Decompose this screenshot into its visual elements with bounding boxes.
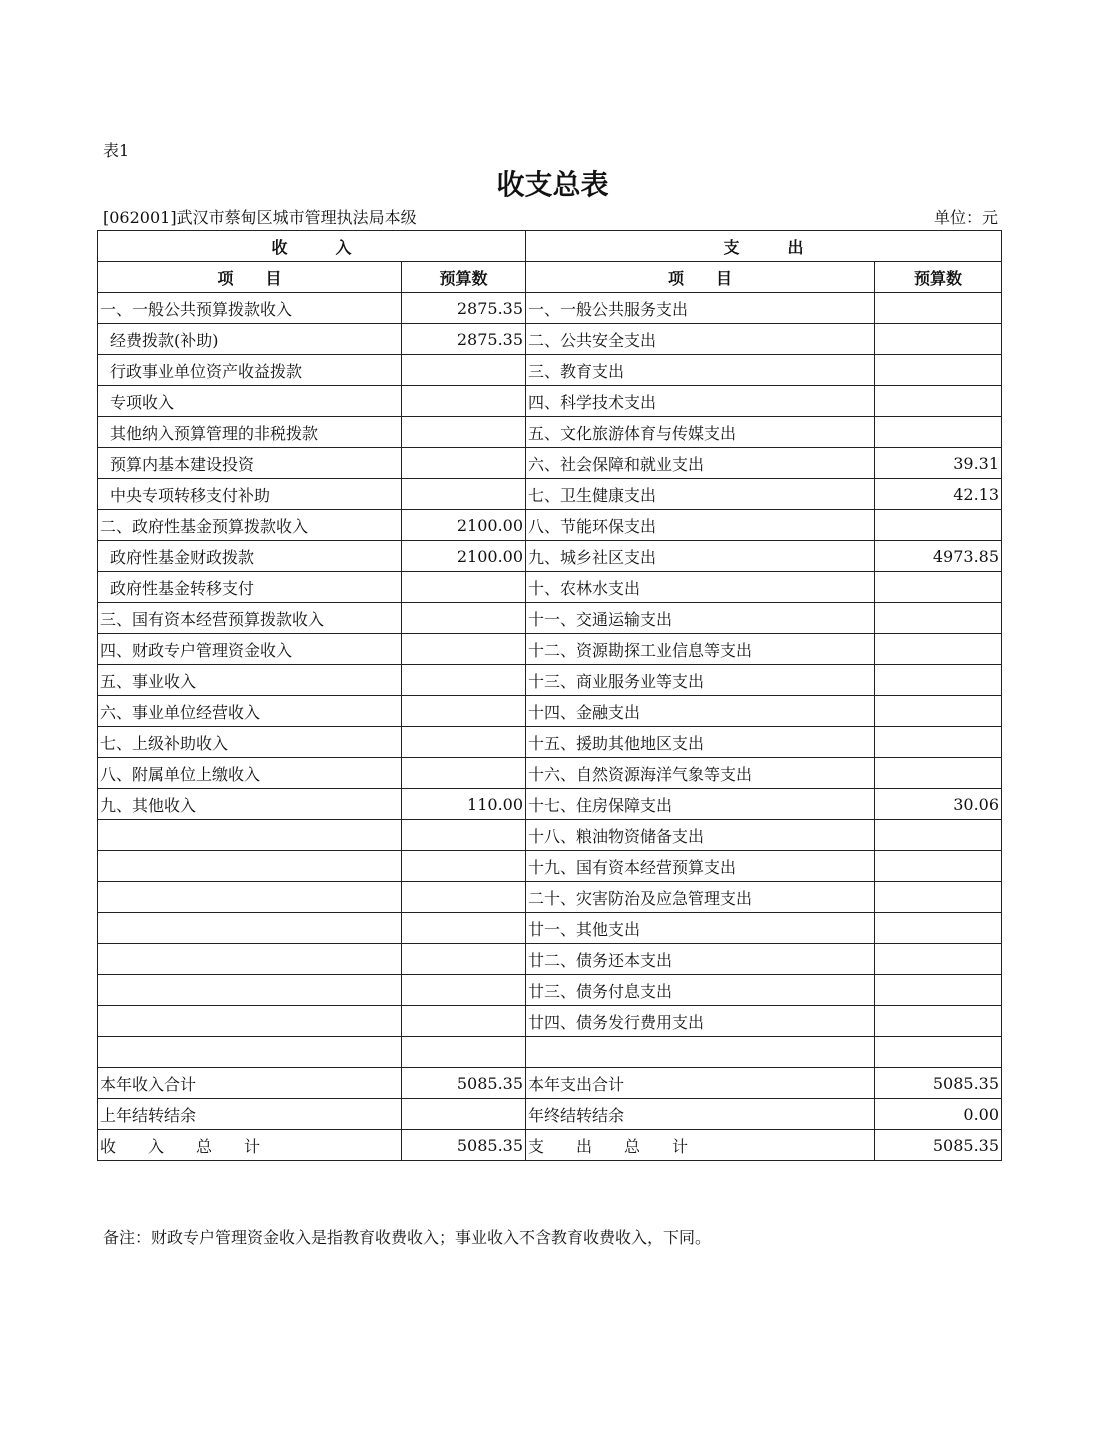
income-value-cell xyxy=(402,1037,526,1068)
expense-value-cell: 0.00 xyxy=(875,1099,1002,1130)
table-row xyxy=(98,603,1002,634)
expense-item-cell: 十五、援助其他地区支出 xyxy=(526,727,875,758)
income-value-cell xyxy=(402,1099,526,1130)
table-row xyxy=(98,851,1002,882)
expense-item-cell: 十六、自然资源海洋气象等支出 xyxy=(526,758,875,789)
expense-item-cell: 支 出 总 计 xyxy=(526,1130,875,1161)
income-item-cell: 政府性基金转移支付 xyxy=(98,572,402,603)
income-item-cell: 五、事业收入 xyxy=(98,665,402,696)
expense-item-cell: 年终结转结余 xyxy=(526,1099,875,1130)
expense-value-cell xyxy=(875,603,1002,634)
expense-value-cell xyxy=(875,1037,1002,1068)
income-item-cell xyxy=(98,1006,402,1037)
table-row xyxy=(98,324,1002,355)
income-value-cell xyxy=(402,820,526,851)
table-row xyxy=(98,913,1002,944)
income-item-cell xyxy=(98,975,402,1006)
income-value-cell xyxy=(402,758,526,789)
expense-value-cell xyxy=(875,727,1002,758)
expense-item-cell xyxy=(526,1037,875,1068)
table-row xyxy=(98,634,1002,665)
income-item-cell: 二、政府性基金预算拨款收入 xyxy=(98,510,402,541)
expense-value-cell xyxy=(875,417,1002,448)
income-item-cell: 一、一般公共预算拨款收入 xyxy=(98,293,402,324)
expense-item-cell: 十、农林水支出 xyxy=(526,572,875,603)
table-row xyxy=(98,727,1002,758)
income-value-cell xyxy=(402,634,526,665)
income-value-cell: 2100.00 xyxy=(402,510,526,541)
expense-item-cell: 十一、交通运输支出 xyxy=(526,603,875,634)
expense-value-cell xyxy=(875,665,1002,696)
income-item-cell: 预算内基本建设投资 xyxy=(98,448,402,479)
table-row xyxy=(98,758,1002,789)
income-item-cell xyxy=(98,820,402,851)
expense-item-cell: 十八、粮油物资储备支出 xyxy=(526,820,875,851)
expense-value-cell xyxy=(875,944,1002,975)
income-item-cell: 行政事业单位资产收益拨款 xyxy=(98,355,402,386)
expense-item-cell: 九、城乡社区支出 xyxy=(526,541,875,572)
expense-item-cell: 五、文化旅游体育与传媒支出 xyxy=(526,417,875,448)
expense-value-cell: 30.06 xyxy=(875,789,1002,820)
table-row xyxy=(98,572,1002,603)
table-row xyxy=(98,944,1002,975)
expense-item-cell: 十二、资源勘探工业信息等支出 xyxy=(526,634,875,665)
income-item-cell: 三、国有资本经营预算拨款收入 xyxy=(98,603,402,634)
income-value-cell xyxy=(402,386,526,417)
unit-code: [062001]武汉市蔡甸区城市管理执法局本级 xyxy=(103,208,417,227)
expense-item-cell: 廿三、债务付息支出 xyxy=(526,975,875,1006)
expense-item-cell: 本年支出合计 xyxy=(526,1068,875,1099)
expense-value-cell xyxy=(875,634,1002,665)
income-value-cell: 2100.00 xyxy=(402,541,526,572)
income-item-cell: 政府性基金财政拨款 xyxy=(98,541,402,572)
expense-item-cell: 二、公共安全支出 xyxy=(526,324,875,355)
table-row xyxy=(98,882,1002,913)
expense-value-cell xyxy=(875,882,1002,913)
expense-item-cell: 八、节能环保支出 xyxy=(526,510,875,541)
income-budget-header: 预算数 xyxy=(402,262,526,293)
expense-value-cell xyxy=(875,820,1002,851)
expense-value-cell xyxy=(875,975,1002,1006)
expense-value-cell xyxy=(875,851,1002,882)
table-row xyxy=(98,789,1002,820)
table-row xyxy=(98,1006,1002,1037)
income-item-cell: 其他纳入预算管理的非税拨款 xyxy=(98,417,402,448)
income-value-cell xyxy=(402,944,526,975)
expense-value-cell xyxy=(875,913,1002,944)
income-item-cell: 九、其他收入 xyxy=(98,789,402,820)
income-item-cell: 上年结转结余 xyxy=(98,1099,402,1130)
table-row xyxy=(98,1068,1002,1099)
expense-value-cell xyxy=(875,324,1002,355)
income-value-cell: 2875.35 xyxy=(402,324,526,355)
income-item-cell: 收 入 总 计 xyxy=(98,1130,402,1161)
expense-value-cell xyxy=(875,510,1002,541)
table-row xyxy=(98,1037,1002,1068)
income-item-cell: 专项收入 xyxy=(98,386,402,417)
income-item-cell: 经费拨款(补助) xyxy=(98,324,402,355)
unit-row xyxy=(103,205,998,228)
income-value-cell xyxy=(402,696,526,727)
expense-item-cell: 十三、商业服务业等支出 xyxy=(526,665,875,696)
table-row xyxy=(98,355,1002,386)
income-value-cell: 2875.35 xyxy=(402,293,526,324)
income-value-cell xyxy=(402,882,526,913)
expense-item-cell: 十九、国有资本经营预算支出 xyxy=(526,851,875,882)
table-header-columns xyxy=(98,262,1002,293)
expense-value-cell xyxy=(875,355,1002,386)
expense-value-cell: 5085.35 xyxy=(875,1068,1002,1099)
expense-item-cell: 二十、灾害防治及应急管理支出 xyxy=(526,882,875,913)
table-number: 表1 xyxy=(103,141,130,160)
expense-value-cell: 39.31 xyxy=(875,448,1002,479)
income-item-cell: 四、财政专户管理资金收入 xyxy=(98,634,402,665)
table-row xyxy=(98,1099,1002,1130)
table-row xyxy=(98,696,1002,727)
income-value-cell xyxy=(402,603,526,634)
expense-item-cell: 十四、金融支出 xyxy=(526,696,875,727)
expense-item-cell: 四、科学技术支出 xyxy=(526,386,875,417)
expense-value-cell xyxy=(875,293,1002,324)
table-row xyxy=(98,386,1002,417)
page-title: 收支总表 xyxy=(496,168,609,201)
table-row xyxy=(98,975,1002,1006)
income-value-cell: 5085.35 xyxy=(402,1130,526,1161)
income-value-cell xyxy=(402,572,526,603)
income-value-cell xyxy=(402,448,526,479)
income-item-cell: 八、附属单位上缴收入 xyxy=(98,758,402,789)
expense-value-cell: 4973.85 xyxy=(875,541,1002,572)
expense-item-cell: 廿二、债务还本支出 xyxy=(526,944,875,975)
expense-value-cell xyxy=(875,572,1002,603)
income-value-cell xyxy=(402,665,526,696)
income-value-cell xyxy=(402,355,526,386)
expense-item-cell: 廿四、债务发行费用支出 xyxy=(526,1006,875,1037)
table-header-group xyxy=(98,231,1002,262)
income-expense-table xyxy=(97,230,1002,1161)
table-row xyxy=(98,417,1002,448)
table-row xyxy=(98,665,1002,696)
income-item-cell xyxy=(98,944,402,975)
footnote: 备注：财政专户管理资金收入是指教育收费收入；事业收入不含教育收费收入，下同。 xyxy=(103,1228,712,1247)
expense-item-cell: 三、教育支出 xyxy=(526,355,875,386)
income-value-cell xyxy=(402,727,526,758)
table-row xyxy=(98,293,1002,324)
income-item-cell: 中央专项转移支付补助 xyxy=(98,479,402,510)
income-value-cell: 110.00 xyxy=(402,789,526,820)
expense-value-cell: 5085.35 xyxy=(875,1130,1002,1161)
expense-item-cell: 六、社会保障和就业支出 xyxy=(526,448,875,479)
expense-value-cell xyxy=(875,758,1002,789)
income-item-cell xyxy=(98,913,402,944)
income-item-cell: 六、事业单位经营收入 xyxy=(98,696,402,727)
income-item-cell: 七、上级补助收入 xyxy=(98,727,402,758)
income-value-cell xyxy=(402,913,526,944)
expense-item-cell: 一、一般公共服务支出 xyxy=(526,293,875,324)
income-value-cell xyxy=(402,479,526,510)
income-item-cell xyxy=(98,1037,402,1068)
income-item-cell xyxy=(98,851,402,882)
income-value-cell xyxy=(402,417,526,448)
expense-item-header: 项 目 xyxy=(526,262,875,293)
table-row xyxy=(98,1130,1002,1161)
expense-value-cell xyxy=(875,1006,1002,1037)
expense-item-cell: 廿一、其他支出 xyxy=(526,913,875,944)
table-row xyxy=(98,448,1002,479)
income-header: 收 入 xyxy=(98,231,526,262)
table-row xyxy=(98,479,1002,510)
expense-value-cell xyxy=(875,696,1002,727)
table-row xyxy=(98,510,1002,541)
table-row xyxy=(98,820,1002,851)
income-value-cell: 5085.35 xyxy=(402,1068,526,1099)
income-value-cell xyxy=(402,975,526,1006)
expense-header: 支 出 xyxy=(526,231,1002,262)
expense-item-cell: 七、卫生健康支出 xyxy=(526,479,875,510)
expense-item-cell: 十七、住房保障支出 xyxy=(526,789,875,820)
income-item-cell: 本年收入合计 xyxy=(98,1068,402,1099)
currency-unit: 单位：元 xyxy=(933,208,998,227)
income-value-cell xyxy=(402,851,526,882)
income-value-cell xyxy=(402,1006,526,1037)
expense-value-cell: 42.13 xyxy=(875,479,1002,510)
table-row xyxy=(98,541,1002,572)
expense-budget-header: 预算数 xyxy=(875,262,1002,293)
income-item-header: 项 目 xyxy=(98,262,402,293)
expense-value-cell xyxy=(875,386,1002,417)
income-item-cell xyxy=(98,882,402,913)
